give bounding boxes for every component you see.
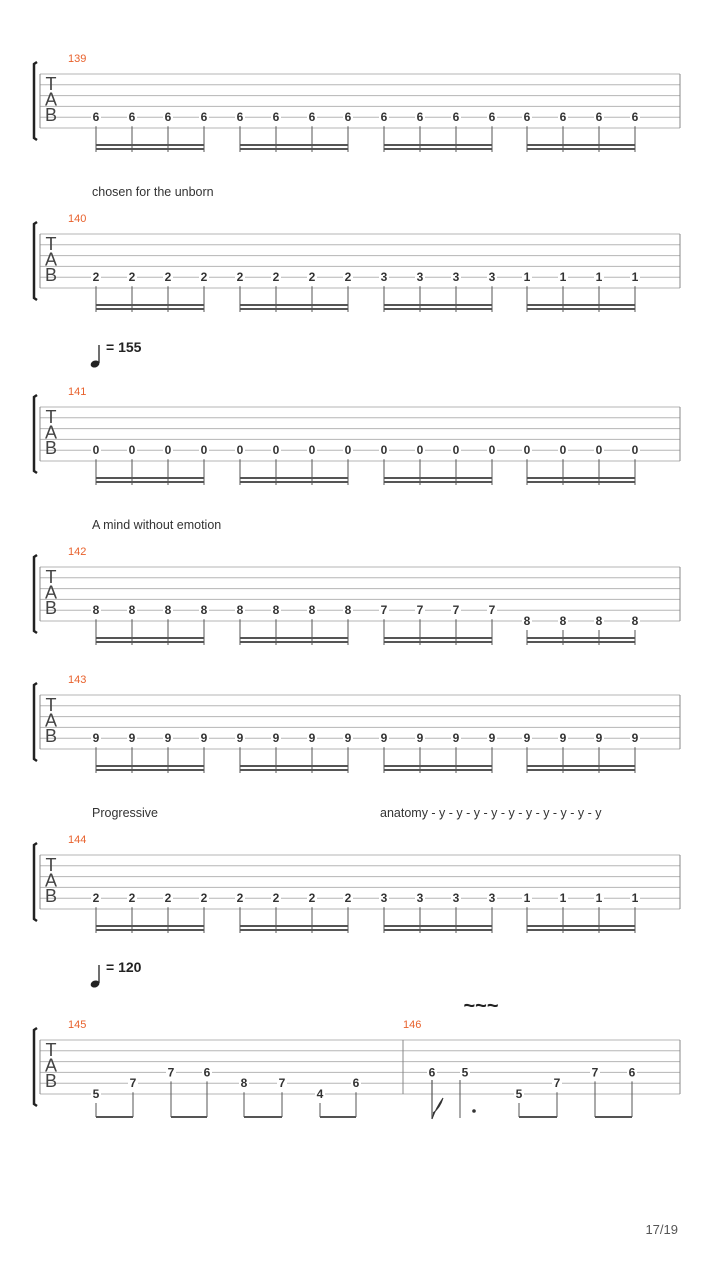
tab-clef-letter: B [44, 1071, 58, 1091]
measure-number: 145 [68, 1019, 87, 1031]
fret-number: 6 [428, 1065, 436, 1080]
tab-clef-letter: A [44, 249, 58, 270]
tab-clef-letter: B [44, 438, 58, 458]
tab-clef-letter: T [45, 407, 57, 427]
fret-number: 6 [380, 110, 388, 125]
fret-number: 9 [236, 731, 244, 746]
fret-number: 8 [236, 603, 244, 618]
fret-number: 8 [559, 614, 567, 628]
fret-number: 8 [92, 603, 100, 618]
fret-number: 9 [380, 731, 388, 746]
fret-number: 0 [92, 443, 100, 458]
fret-number: 9 [308, 731, 316, 746]
fret-number: 2 [344, 891, 352, 906]
fret-number: 5 [92, 1087, 100, 1101]
fret-number: 3 [416, 891, 424, 906]
tab-clef-letter: T [45, 567, 57, 587]
note-flag [432, 1098, 443, 1119]
fret-number: 9 [631, 731, 639, 746]
lyric-text: chosen for the unborn [92, 185, 214, 199]
tab-clef-letter: A [44, 1055, 58, 1076]
fret-number: 1 [631, 891, 639, 906]
fret-number: 0 [559, 443, 567, 458]
fret-number: 8 [344, 603, 352, 618]
fret-number: 0 [380, 443, 388, 458]
fret-number: 6 [203, 1065, 211, 1080]
dot [472, 1109, 476, 1113]
fret-number: 2 [92, 270, 100, 285]
fret-number: 8 [523, 614, 531, 628]
fret-number: 8 [128, 603, 136, 618]
tab-clef-letter: B [44, 886, 58, 906]
fret-number: 1 [559, 270, 567, 285]
tab-clef-letter: T [45, 855, 57, 875]
fret-number: 9 [595, 731, 603, 746]
fret-number: 0 [200, 443, 208, 458]
fret-number: 2 [308, 891, 316, 906]
fret-number: 7 [278, 1076, 286, 1091]
fret-number: 0 [452, 443, 460, 458]
fret-number: 9 [344, 731, 352, 746]
fret-number: 2 [272, 891, 280, 906]
fret-number: 9 [416, 731, 424, 746]
fret-number: 0 [164, 443, 172, 458]
fret-number: 7 [380, 603, 388, 618]
tab-clef-letter: T [45, 695, 57, 715]
fret-number: 3 [380, 891, 388, 906]
fret-number: 0 [344, 443, 352, 458]
fret-number: 6 [452, 110, 460, 125]
staff-143-bracket [34, 683, 37, 761]
fret-number: 8 [164, 603, 172, 618]
fret-number: 2 [164, 891, 172, 906]
fret-number: 1 [631, 270, 639, 285]
fret-number: 1 [559, 891, 567, 906]
tab-clef-letter: A [44, 710, 58, 731]
fret-number: 6 [236, 110, 244, 125]
fret-number: 9 [92, 731, 100, 746]
fret-number: 6 [272, 110, 280, 125]
fret-number: 8 [631, 614, 639, 628]
fret-number: 2 [128, 270, 136, 285]
fret-number: 3 [488, 270, 496, 285]
fret-number: 5 [515, 1087, 523, 1101]
fret-number: 1 [595, 270, 603, 285]
fret-number: 7 [167, 1065, 175, 1080]
measure-number: 141 [68, 386, 87, 398]
fret-number: 9 [488, 731, 496, 746]
fret-number: 2 [308, 270, 316, 285]
fret-number: 7 [591, 1065, 599, 1080]
fret-number: 6 [595, 110, 603, 125]
tab-clef-letter: T [45, 74, 57, 94]
fret-number: 2 [200, 270, 208, 285]
measure-number: 139 [68, 53, 87, 65]
tab-clef-letter: A [44, 582, 58, 603]
fret-number: 2 [164, 270, 172, 285]
fret-number: 8 [308, 603, 316, 618]
fret-number: 9 [128, 731, 136, 746]
fret-number: 2 [236, 270, 244, 285]
tab-clef-letter: T [45, 234, 57, 254]
measure-number: 146 [403, 1019, 422, 1031]
fret-number: 0 [595, 443, 603, 458]
fret-number: 6 [488, 110, 496, 125]
fret-number: 9 [272, 731, 280, 746]
tab-clef-letter: T [45, 1040, 57, 1060]
fret-number: 0 [488, 443, 496, 458]
fret-number: 8 [595, 614, 603, 628]
vibrato-symbol: ~~~ [463, 995, 499, 1017]
fret-number: 1 [523, 891, 531, 906]
fret-number: 9 [523, 731, 531, 746]
fret-number: 7 [553, 1076, 561, 1091]
page-number: 17/19 [645, 1222, 678, 1237]
fret-number: 7 [416, 603, 424, 618]
fret-number: 3 [380, 270, 388, 285]
fret-number: 3 [416, 270, 424, 285]
measure-number: 144 [68, 834, 87, 846]
fret-number: 0 [308, 443, 316, 458]
fret-number: 5 [461, 1065, 469, 1080]
measure-number: 140 [68, 213, 87, 225]
fret-number: 3 [452, 270, 460, 285]
fret-number: 0 [631, 443, 639, 458]
tab-clef-letter: B [44, 598, 58, 618]
staff-142-bracket [34, 555, 37, 633]
fret-number: 2 [272, 270, 280, 285]
fret-number: 9 [200, 731, 208, 746]
fret-number: 6 [164, 110, 172, 125]
fret-number: 4 [316, 1087, 324, 1101]
fret-number: 1 [595, 891, 603, 906]
fret-number: 1 [523, 270, 531, 285]
fret-number: 8 [272, 603, 280, 618]
fret-number: 0 [128, 443, 136, 458]
tab-clef-letter: B [44, 265, 58, 285]
staff-144-bracket [34, 843, 37, 921]
fret-number: 6 [416, 110, 424, 125]
fret-number: 2 [92, 891, 100, 906]
fret-number: 0 [272, 443, 280, 458]
fret-number: 6 [128, 110, 136, 125]
fret-number: 0 [236, 443, 244, 458]
fret-number: 6 [352, 1076, 360, 1091]
fret-number: 3 [452, 891, 460, 906]
fret-number: 7 [488, 603, 496, 618]
tab-clef-letter: B [44, 726, 58, 746]
lyric-text: Progressive [92, 806, 158, 820]
fret-number: 2 [344, 270, 352, 285]
tab-clef-letter: A [44, 422, 58, 443]
fret-number: 0 [523, 443, 531, 458]
fret-number: 6 [200, 110, 208, 125]
fret-number: 2 [128, 891, 136, 906]
fret-number: 6 [559, 110, 567, 125]
fret-number: 6 [631, 110, 639, 125]
tab-clef-letter: A [44, 870, 58, 891]
tab-clef-letter: A [44, 89, 58, 110]
fret-number: 0 [416, 443, 424, 458]
tempo-marking: = 120 [106, 959, 142, 975]
fret-number: 9 [164, 731, 172, 746]
staff-141-bracket [34, 395, 37, 473]
fret-number: 9 [559, 731, 567, 746]
tab-clef-letter: B [44, 105, 58, 125]
staff-140-bracket [34, 222, 37, 300]
fret-number: 7 [452, 603, 460, 618]
staff-145-bracket [34, 1028, 37, 1106]
fret-number: 8 [200, 603, 208, 618]
fret-number: 6 [628, 1065, 636, 1080]
fret-number: 6 [523, 110, 531, 125]
staff-139-bracket [34, 62, 37, 140]
tempo-marking: = 155 [106, 339, 142, 355]
fret-number: 2 [200, 891, 208, 906]
fret-number: 9 [452, 731, 460, 746]
fret-number: 3 [488, 891, 496, 906]
fret-number: 6 [92, 110, 100, 125]
fret-number: 2 [236, 891, 244, 906]
measure-number: 143 [68, 674, 87, 686]
measure-number: 142 [68, 546, 87, 558]
lyric-text: anatomy - y - y - y - y - y - y - y - y - y - y [380, 806, 602, 820]
lyric-text: A mind without emotion [92, 518, 222, 532]
fret-number: 8 [240, 1076, 248, 1091]
fret-number: 6 [344, 110, 352, 125]
fret-number: 7 [129, 1076, 137, 1091]
fret-number: 6 [308, 110, 316, 125]
